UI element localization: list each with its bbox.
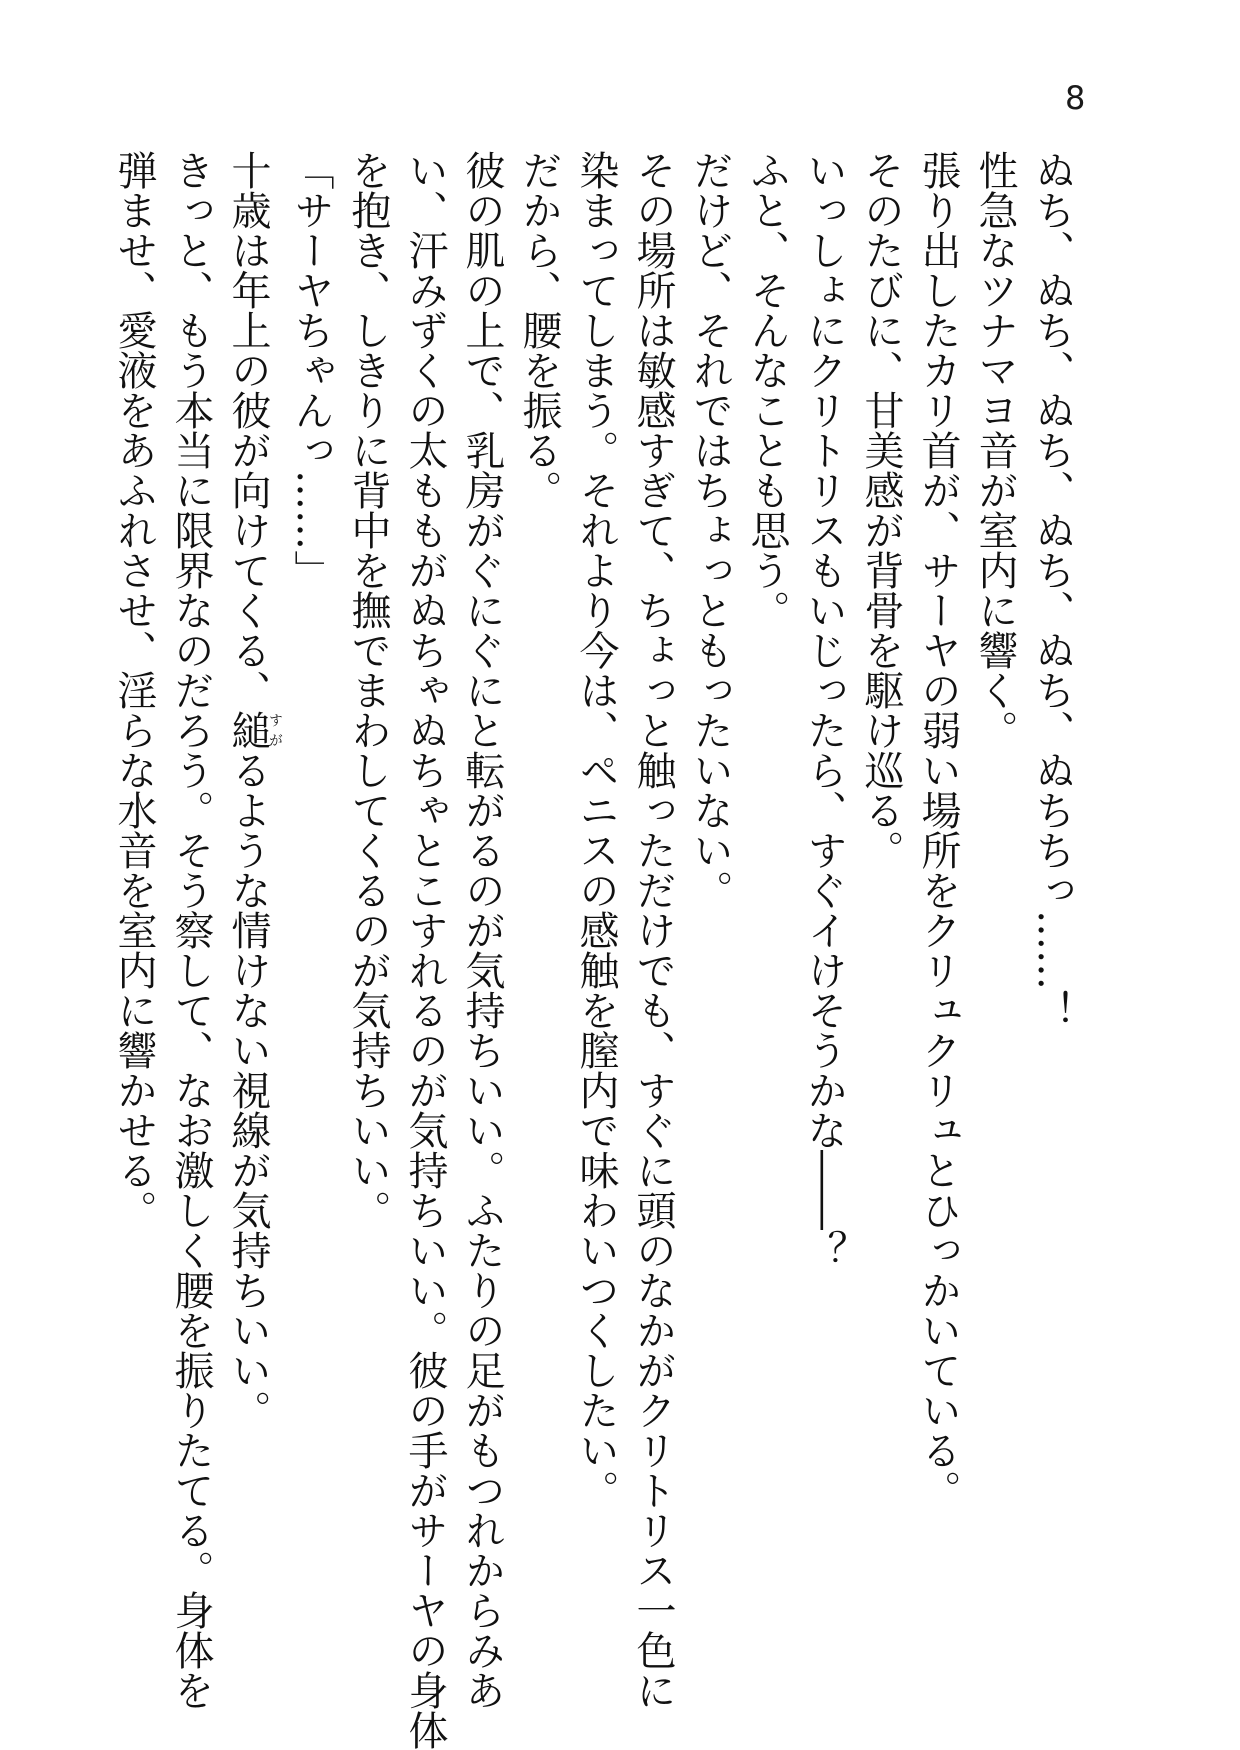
text-line-3: 張り出したカリ首が、サーヤの弱い場所をクリュクリュとひっかいている。 (915, 150, 961, 1510)
text-line-12: い、汗みずくの太ももがぬちゃぬちゃとこすれるのが気持ちいい。彼の手がサーヤの身体 (402, 150, 448, 1750)
text-line-5: いっしょにクリトリスもいじったら、すぐイけそうかな――？ (801, 150, 847, 1270)
text-line-10: だから、腰を振る。 (516, 150, 562, 510)
text-line-14: 「サーヤちゃんっ……」 (288, 150, 334, 590)
text-line-15-after: るような情けない視線が気持ちいい。 (225, 750, 271, 1430)
text-line-17: 弾ませ、愛液をあふれさせ、淫らな水音を室内に響かせる。 (111, 150, 157, 1230)
text-line-11: 彼の肌の上で、乳房がぐにぐにと転がるのが気持ちいい。ふたりの足がもつれからみあ (459, 150, 505, 1710)
text-line-8: その場所は敏感すぎて、ちょっと触っただけでも、すぐに頭のなかがクリトリス一色に (630, 150, 676, 1710)
text-line-15 (219, 150, 282, 1690)
ruby-word (225, 710, 283, 750)
text-line-9: 染まってしまう。それより今は、ペニスの感触を膣内で味わいつくしたい。 (573, 150, 619, 1510)
ruby-reading: すが (267, 710, 283, 750)
text-line-6: ふと、そんなことも思う。 (744, 150, 790, 630)
vertical-text-body (105, 150, 1080, 1750)
ruby-base: 縋 (225, 710, 271, 750)
text-line-16: きっと、もう本当に限界なのだろう。そう察して、なお激しく腰を振りたてる。身体を (168, 150, 214, 1710)
text-line-13: を抱き、しきりに背中を撫でまわしてくるのが気持ちいい。 (345, 150, 391, 1230)
text-line-4: そのたびに、甘美感が背骨を駆け巡る。 (858, 150, 904, 870)
text-line-15-before: 十歳は年上の彼が向けてくる、 (225, 150, 271, 710)
text-line-7: だけど、それではちょっともったいない。 (687, 150, 733, 910)
text-line-2: 性急なツナマヨ音が室内に響く。 (972, 150, 1018, 750)
page-number: 8 (1065, 79, 1086, 117)
text-line-1: ぬち、ぬち、ぬち、ぬち、ぬち、ぬちちっ……！ (1029, 150, 1075, 1030)
